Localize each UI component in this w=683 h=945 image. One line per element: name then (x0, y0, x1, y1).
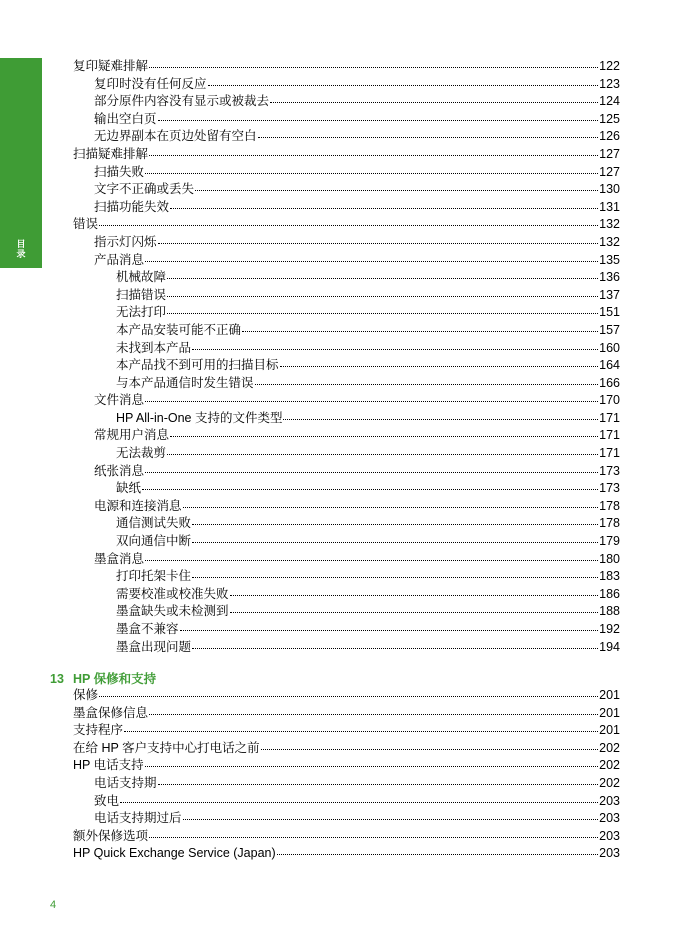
toc-entry[interactable] (73, 845, 620, 863)
toc-dot-leader (170, 426, 598, 437)
toc-entry[interactable] (73, 828, 620, 846)
toc-dot-leader (195, 180, 598, 191)
toc-entry-page: 201 (599, 688, 620, 702)
toc-entry[interactable] (73, 234, 620, 252)
toc-entry-page: 164 (599, 358, 620, 373)
toc-entry[interactable] (73, 128, 620, 146)
toc-dot-leader (149, 704, 598, 715)
toc-entry[interactable] (73, 427, 620, 445)
toc-entry-page: 202 (599, 775, 620, 790)
toc-entry-label: 与本产品通信时发生错误 (116, 375, 254, 390)
toc-entry[interactable] (73, 498, 620, 516)
toc-entry-label: 墨盒出现问题 (116, 639, 192, 654)
toc-entry[interactable] (73, 93, 620, 111)
toc-entry-page: 202 (599, 758, 620, 773)
toc-entry[interactable] (73, 463, 620, 481)
toc-dot-leader (167, 444, 598, 455)
toc-entry-label: 电话支持期过后 (94, 811, 182, 826)
toc-entry[interactable] (73, 340, 620, 358)
toc-entry[interactable] (73, 58, 620, 76)
toc-entry-label: 支持程序 (73, 723, 124, 738)
toc-entry[interactable] (73, 287, 620, 305)
toc-entry[interactable] (73, 410, 620, 428)
toc-entry[interactable] (73, 639, 620, 657)
toc-entry[interactable] (73, 757, 620, 775)
toc-entry-label: 无法打印 (116, 305, 167, 320)
toc-entry-label: 额外保修选项 (73, 828, 149, 843)
toc-entry-page: 203 (599, 828, 620, 843)
toc-entry-label: 墨盒保修信息 (73, 705, 149, 720)
toc-entry-page: 178 (599, 498, 620, 513)
toc-dot-leader (283, 409, 598, 420)
toc-dot-leader (180, 620, 599, 631)
toc-entry-page: 160 (599, 340, 620, 355)
toc-dot-leader (145, 550, 598, 561)
toc-dot-leader (149, 827, 598, 838)
toc-section-2 (73, 687, 620, 863)
toc-entry-page: 183 (599, 569, 620, 584)
toc-dot-leader (192, 532, 598, 543)
toc-dot-leader (270, 92, 598, 103)
toc-dot-leader (167, 303, 598, 314)
toc-entry[interactable] (73, 269, 620, 287)
toc-entry-page: 171 (599, 410, 620, 425)
toc-entry-page: 178 (599, 516, 620, 531)
toc-entry-page: 124 (599, 94, 620, 109)
toc-entry-label: HP 电话支持 (73, 758, 144, 773)
toc-entry[interactable] (73, 533, 620, 551)
toc-dot-leader (142, 479, 598, 490)
toc-entry-label: 墨盒消息 (94, 551, 145, 566)
toc-entry-page: 203 (599, 846, 620, 861)
toc-dot-leader (99, 215, 598, 226)
toc-entry-page: 173 (599, 481, 620, 496)
toc-entry-label: 打印托架卡住 (116, 569, 192, 584)
toc-entry-label: 电源和连接消息 (94, 498, 182, 513)
toc-entry-label: 未找到本产品 (116, 340, 192, 355)
toc-entry-page: 170 (599, 393, 620, 408)
toc-entry-page: 136 (599, 270, 620, 285)
toc-entry[interactable] (73, 705, 620, 723)
toc-dot-leader (149, 57, 598, 68)
toc-dot-leader (230, 585, 599, 596)
toc-entry[interactable] (73, 322, 620, 340)
toc-entry-page: 126 (599, 129, 620, 144)
toc-dot-leader (145, 462, 598, 473)
toc-entry-label: HP Quick Exchange Service (Japan) (73, 846, 276, 861)
chapter-number: 13 (50, 672, 64, 686)
toc-dot-leader (145, 391, 598, 402)
toc-entry-page: 192 (599, 622, 620, 636)
toc-entry-page: 179 (599, 534, 620, 549)
toc-entry-page: 151 (599, 305, 620, 320)
toc-entry[interactable] (73, 199, 620, 217)
toc-dot-leader (183, 497, 599, 508)
toc-dot-leader (167, 268, 598, 279)
toc-entry-page: 132 (599, 217, 620, 232)
toc-entry-label: 扫描失败 (94, 164, 145, 179)
toc-entry-label: 错误 (73, 217, 99, 232)
chapter-title: HP 保修和支持 (73, 672, 157, 686)
toc-entry-label: 部分原件内容没有显示或被裁去 (94, 94, 270, 109)
toc-entry[interactable] (73, 216, 620, 234)
toc-dot-leader (183, 809, 599, 820)
toc-entry-label: 致电 (94, 793, 120, 808)
toc-entry-label: 扫描功能失效 (94, 199, 170, 214)
toc-entry-page: 203 (599, 811, 620, 826)
toc-entry-label: HP All-in-One 支持的文件类型 (116, 410, 283, 425)
toc-entry-label: 文件消息 (94, 393, 145, 408)
toc-entry[interactable] (73, 515, 620, 533)
toc-entry[interactable] (73, 793, 620, 811)
toc-entry-page: 157 (599, 322, 620, 337)
toc-entry-label: 纸张消息 (94, 463, 145, 478)
toc-entry-label: 在给 HP 客户支持中心打电话之前 (73, 740, 260, 755)
toc-entry[interactable] (73, 146, 620, 164)
toc-dot-leader (170, 198, 598, 209)
toc-entry-label: 需要校准或校准失败 (116, 586, 229, 601)
toc-entry-label: 双向通信中断 (116, 534, 192, 549)
toc-entry-page: 127 (599, 164, 620, 179)
toc-entry[interactable] (73, 76, 620, 94)
toc-entry-page: 135 (599, 252, 620, 267)
toc-dot-leader (192, 638, 598, 649)
toc-dot-leader (242, 321, 598, 332)
toc-entry-page: 202 (599, 740, 620, 755)
toc-entry-label: 缺纸 (116, 481, 142, 496)
toc-dot-leader (158, 110, 599, 121)
toc-dot-leader (158, 774, 599, 785)
toc-dot-leader (145, 163, 598, 174)
toc-dot-leader (120, 792, 598, 803)
toc-entry-label: 文字不正确或丢失 (94, 182, 195, 197)
toc-entry[interactable] (73, 722, 620, 740)
toc-entry[interactable] (73, 111, 620, 129)
toc-entry[interactable] (73, 775, 620, 793)
toc-dot-leader (145, 251, 598, 262)
toc-entry-label: 无法裁剪 (116, 446, 167, 461)
toc-entry-label: 指示灯闪烁 (94, 234, 157, 249)
toc-entry[interactable] (73, 810, 620, 828)
toc-entry-label: 保修 (73, 688, 99, 702)
toc-entry-page: 173 (599, 463, 620, 478)
toc-entry-page: 132 (599, 234, 620, 249)
toc-entry-page: 201 (599, 723, 620, 738)
toc-entry-page: 125 (599, 111, 620, 126)
page-number: 4 (50, 899, 57, 911)
toc-entry[interactable] (73, 392, 620, 410)
toc-entry[interactable] (73, 480, 620, 498)
toc-entry-label: 常规用户消息 (94, 428, 170, 443)
toc-entry-page: 137 (599, 287, 620, 302)
toc-dot-leader (255, 374, 599, 385)
toc-dot-leader (158, 233, 599, 244)
toc-dot-leader (167, 286, 598, 297)
toc-entry-page: 186 (599, 586, 620, 601)
toc-entry-page: 122 (599, 59, 620, 73)
toc-dot-leader (192, 567, 598, 578)
toc-entry-label: 本产品找不到可用的扫描目标 (116, 358, 279, 373)
toc-entry-page: 171 (599, 428, 620, 443)
toc-entry-label: 通信测试失败 (116, 516, 192, 531)
toc-entry-label: 墨盒缺失或未检测到 (116, 604, 229, 619)
toc-entry[interactable] (73, 568, 620, 586)
toc-entry-page: 194 (599, 639, 620, 654)
toc-entry-label: 扫描错误 (116, 287, 167, 302)
toc-entry-page: 130 (599, 182, 620, 197)
toc-dot-leader (124, 721, 598, 732)
toc-entry-label: 本产品安装可能不正确 (116, 322, 242, 337)
toc-entry[interactable] (73, 252, 620, 270)
toc-entry-page: 188 (599, 604, 620, 619)
toc-dot-leader (145, 756, 599, 767)
toc-entry[interactable] (73, 304, 620, 322)
toc-entry[interactable] (73, 164, 620, 182)
toc-section-1 (73, 58, 620, 656)
toc-entry-label: 复印时没有任何反应 (94, 76, 207, 91)
toc-entry-page: 180 (599, 551, 620, 566)
side-tab-label: 目录 (15, 239, 26, 259)
toc-entry[interactable] (73, 586, 620, 604)
toc-entry-page: 166 (599, 375, 620, 390)
toc-entry-page: 131 (599, 199, 620, 214)
toc-entry[interactable] (73, 445, 620, 463)
toc-dot-leader (99, 686, 598, 697)
toc-entry-page: 123 (599, 76, 620, 91)
toc-entry-label: 产品消息 (94, 252, 145, 267)
toc-dot-leader (261, 739, 599, 750)
toc-entry-page: 127 (599, 146, 620, 161)
toc-entry[interactable] (73, 687, 620, 705)
toc-dot-leader (277, 844, 598, 855)
toc-entry-label: 墨盒不兼容 (116, 622, 179, 636)
toc-entry-label: 无边界副本在页边处留有空白 (94, 129, 257, 144)
toc-dot-leader (149, 145, 598, 156)
toc-dot-leader (192, 339, 598, 350)
toc-dot-leader (258, 127, 599, 138)
toc-entry-label: 电话支持期 (94, 775, 157, 790)
toc-entry-label: 机械故障 (116, 270, 167, 285)
toc-dot-leader (280, 356, 599, 367)
toc-entry-label: 复印疑难排解 (73, 59, 149, 73)
toc-dot-leader (192, 514, 598, 525)
toc-entry[interactable] (73, 357, 620, 375)
toc-dot-leader (230, 602, 599, 613)
toc-entry[interactable] (73, 603, 620, 621)
toc-entry-page: 203 (599, 793, 620, 808)
toc-dot-leader (208, 75, 599, 86)
toc-entry-label: 扫描疑难排解 (73, 146, 149, 161)
toc-entry-label: 输出空白页 (94, 111, 157, 126)
toc-entry[interactable] (73, 375, 620, 393)
toc-entry-page: 201 (599, 705, 620, 720)
toc-entry[interactable] (73, 740, 620, 758)
toc-entry-page: 171 (599, 446, 620, 461)
toc-entry[interactable] (73, 181, 620, 199)
toc-entry[interactable] (73, 551, 620, 569)
toc-entry[interactable] (73, 621, 620, 639)
